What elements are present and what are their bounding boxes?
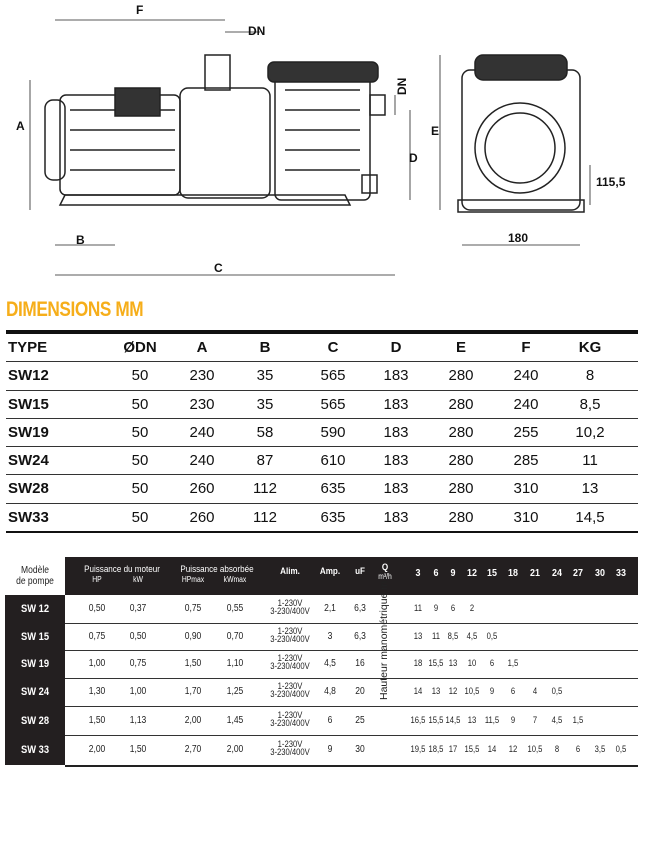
q-unit-header: m³/h xyxy=(378,572,392,581)
alim-cell: 3-230/400V xyxy=(270,717,310,728)
flow-header: 15 xyxy=(487,567,497,579)
head-cell: 11,5 xyxy=(484,714,500,725)
flow-header: 9 xyxy=(450,567,456,579)
cell: 240 xyxy=(513,395,539,413)
table-row xyxy=(6,362,638,390)
cell: 240 xyxy=(189,452,215,470)
cell: 13 xyxy=(581,480,599,498)
cell: 58 xyxy=(256,423,274,441)
kw-cell: 0,50 xyxy=(129,630,147,642)
cell: 280 xyxy=(448,508,474,526)
hp-cell: 2,00 xyxy=(88,744,106,755)
cell: 230 xyxy=(189,395,215,413)
amp-cell: 6 xyxy=(327,714,333,726)
cell: B xyxy=(259,339,271,356)
hpmax-cell: 0,75 xyxy=(184,603,202,614)
cell: 310 xyxy=(513,480,539,498)
alim-cell: 1-230V xyxy=(277,598,303,608)
label-width-front: 180 xyxy=(508,231,529,245)
uf-cell: 6,3 xyxy=(354,630,366,642)
label-dn-top: DN xyxy=(248,24,266,38)
table-row xyxy=(65,735,638,767)
cell: 50 xyxy=(131,508,149,526)
cell: 260 xyxy=(189,480,215,498)
amp-cell: 3 xyxy=(327,630,333,642)
cell: 183 xyxy=(383,452,409,470)
cell: SW33 xyxy=(8,508,49,526)
kw-header: kW xyxy=(133,575,143,584)
cell: 183 xyxy=(383,508,409,526)
model-header: Modèle xyxy=(21,565,49,576)
cell: 50 xyxy=(131,367,149,385)
head-cell: 1,5 xyxy=(507,658,519,668)
kwmax-cell: 1,45 xyxy=(226,714,244,726)
cell: 35 xyxy=(256,367,274,385)
head-cell: 8 xyxy=(554,744,560,754)
amp-cell: 4,5 xyxy=(324,658,336,669)
kwmax-cell: 0,70 xyxy=(226,630,244,642)
alim-cell: 3-230/400V xyxy=(270,633,310,644)
kw-cell: 1,00 xyxy=(129,686,147,697)
head-cell: 11 xyxy=(432,630,440,641)
head-cell: 15,5 xyxy=(428,658,444,668)
head-cell: 15,5 xyxy=(428,714,444,725)
alim-cell: 1-230V xyxy=(277,739,303,749)
head-cell: 9 xyxy=(489,686,495,696)
uf-header: uF xyxy=(355,566,365,577)
kw-cell: 1,50 xyxy=(129,744,147,755)
alim-cell: 3-230/400V xyxy=(270,747,310,757)
hpmax-cell: 2,70 xyxy=(184,744,202,755)
cell: 50 xyxy=(131,395,149,413)
cell: 8 xyxy=(585,367,595,385)
amp-cell: 4,8 xyxy=(324,686,336,697)
head-cell: 17 xyxy=(448,744,458,754)
uf-cell: 30 xyxy=(355,744,365,755)
alim-cell: 3-230/400V xyxy=(270,689,310,699)
cell: TYPE xyxy=(8,339,48,356)
head-cell: 12 xyxy=(508,744,518,754)
dimensions-table xyxy=(6,330,638,533)
flow-header: 27 xyxy=(573,567,583,579)
cell: KG xyxy=(578,339,602,356)
cell: 635 xyxy=(320,480,346,498)
head-cell: 13 xyxy=(413,630,423,641)
head-cell: 0,5 xyxy=(486,630,498,641)
cell: A xyxy=(196,339,208,356)
cell: 183 xyxy=(383,423,409,441)
cell: 87 xyxy=(256,452,274,470)
model-cell: SW 12 xyxy=(20,603,50,615)
head-cell: 11 xyxy=(414,603,422,613)
head-cell: 13 xyxy=(467,714,477,725)
pump-dimension-drawing xyxy=(0,0,645,290)
motor-power-header: Puissance du moteur xyxy=(84,564,160,575)
cell: 255 xyxy=(513,423,539,441)
flow-header: 30 xyxy=(595,567,605,579)
alim-cell: 1-230V xyxy=(277,709,303,720)
cell: 590 xyxy=(320,423,346,441)
head-cell: 8,5 xyxy=(447,630,459,641)
cell: 310 xyxy=(513,508,539,526)
table-row xyxy=(65,623,638,651)
head-cell: 10,5 xyxy=(527,744,543,754)
alim-cell: 3-230/400V xyxy=(270,606,310,616)
head-cell: 0,5 xyxy=(615,744,627,754)
kw-cell: 0,37 xyxy=(129,603,147,614)
cell: 8,5 xyxy=(579,395,601,413)
cell: 240 xyxy=(189,423,215,441)
cell: 183 xyxy=(383,367,409,385)
cell: 14,5 xyxy=(575,508,605,526)
flow-header: 24 xyxy=(552,567,562,579)
hp-cell: 0,75 xyxy=(88,630,106,642)
cell: 240 xyxy=(513,367,539,385)
label-a: A xyxy=(16,119,25,133)
alim-cell: 1-230V xyxy=(277,681,303,691)
hp-cell: 1,30 xyxy=(88,686,106,697)
label-d: D xyxy=(409,151,418,165)
kwmax-cell: 0,55 xyxy=(226,603,244,614)
head-cell: 18 xyxy=(413,658,423,668)
table-row xyxy=(6,504,638,533)
cell: 565 xyxy=(320,395,346,413)
alim-cell: 1-230V xyxy=(277,653,303,663)
cell: E xyxy=(455,339,467,356)
cell: 280 xyxy=(448,423,474,441)
amp-cell: 2,1 xyxy=(324,603,336,614)
head-cell: 14 xyxy=(487,744,497,754)
table-row xyxy=(6,419,638,447)
cell: 35 xyxy=(256,395,274,413)
head-cell: 2 xyxy=(469,603,475,613)
cell: 565 xyxy=(320,367,346,385)
cell: 183 xyxy=(383,480,409,498)
cell: 610 xyxy=(320,452,346,470)
flow-header: 18 xyxy=(508,567,518,579)
hp-cell: 0,50 xyxy=(88,603,106,614)
header-row xyxy=(6,334,638,362)
cell: 11 xyxy=(582,452,598,470)
cell: 10,2 xyxy=(575,423,605,441)
head-cell: 15,5 xyxy=(464,744,480,754)
cell: SW28 xyxy=(8,480,49,498)
model-cell: SW 24 xyxy=(20,686,50,698)
label-c: C xyxy=(214,261,223,275)
model-column-band xyxy=(5,595,65,765)
kw-cell: 1,13 xyxy=(129,714,147,726)
section-title: DIMENSIONS MM xyxy=(6,298,144,321)
head-cell: 10 xyxy=(467,658,477,668)
performance-table xyxy=(5,557,638,765)
uf-cell: 25 xyxy=(355,714,365,726)
hpmax-cell: 1,50 xyxy=(184,658,202,669)
pump-side-view xyxy=(45,55,385,205)
alim-cell: 3-230/400V xyxy=(270,661,310,671)
hp-header: HP xyxy=(92,575,102,584)
head-cell: 7 xyxy=(532,714,538,725)
cell: SW12 xyxy=(8,367,49,385)
alim-cell: 1-230V xyxy=(277,625,303,636)
cell: C xyxy=(327,339,339,356)
flow-header: 3 xyxy=(415,567,421,579)
table-row xyxy=(65,650,638,679)
table-row xyxy=(6,475,638,503)
head-cell: 6 xyxy=(450,603,456,613)
head-cell: 9 xyxy=(433,603,439,613)
cell: 50 xyxy=(131,423,149,441)
head-cell: 4,5 xyxy=(551,714,563,725)
head-cell: 6 xyxy=(510,686,516,696)
table-row xyxy=(6,391,638,419)
head-cell: 12 xyxy=(448,686,458,696)
cell: SW24 xyxy=(8,452,49,470)
label-dn-side: DN xyxy=(395,77,409,95)
cell: 50 xyxy=(131,452,149,470)
amp-cell: 9 xyxy=(327,744,333,755)
cell: 112 xyxy=(253,508,277,526)
flow-header: 12 xyxy=(467,567,477,579)
model-cell: SW 15 xyxy=(20,630,50,643)
label-e: E xyxy=(431,124,440,138)
cell: 230 xyxy=(189,367,215,385)
head-cell: 13 xyxy=(448,658,458,668)
model-cell: SW 28 xyxy=(20,714,50,727)
head-cell: 6 xyxy=(575,744,581,754)
uf-cell: 6,3 xyxy=(354,603,366,614)
model-cell: SW 33 xyxy=(20,744,50,756)
head-cell: 13 xyxy=(431,686,441,696)
hpmax-header: HPmax xyxy=(181,575,205,584)
head-cell: 14,5 xyxy=(445,714,461,725)
head-cell: 3,5 xyxy=(594,744,606,754)
kwmax-cell: 1,10 xyxy=(226,658,244,669)
head-cell: 6 xyxy=(489,658,495,668)
hp-cell: 1,00 xyxy=(88,658,106,669)
cell: 280 xyxy=(448,367,474,385)
head-cell: 16,5 xyxy=(410,714,426,725)
flow-header: 33 xyxy=(616,567,626,579)
amp-header: Amp. xyxy=(319,566,341,577)
cell: 635 xyxy=(320,508,346,526)
head-axis-label: Hauteur manométrique m. xyxy=(378,578,390,700)
hpmax-cell: 2,00 xyxy=(184,714,202,726)
cell: 280 xyxy=(448,452,474,470)
model-cell: SW 19 xyxy=(20,658,50,670)
kwmax-cell: 2,00 xyxy=(226,744,244,755)
q-header: Q xyxy=(381,562,389,573)
kw-cell: 0,75 xyxy=(129,658,147,669)
pump-front-view xyxy=(458,55,584,212)
head-cell: 4 xyxy=(532,686,538,696)
cell: 50 xyxy=(131,480,149,498)
table-row xyxy=(65,595,638,624)
head-cell: 0,5 xyxy=(551,686,563,696)
head-cell: 19,5 xyxy=(410,744,426,754)
cell: F xyxy=(521,339,531,356)
cell: 260 xyxy=(189,508,215,526)
uf-cell: 16 xyxy=(355,658,365,669)
hpmax-cell: 0,90 xyxy=(184,630,202,642)
head-cell: 9 xyxy=(510,714,516,725)
head-cell: 1,5 xyxy=(572,714,584,725)
head-cell: 14 xyxy=(413,686,423,696)
alim-header: Alim. xyxy=(280,566,300,577)
cell: D xyxy=(390,339,402,356)
cell: SW19 xyxy=(8,423,49,441)
flow-header: 21 xyxy=(530,567,540,579)
head-cell: 4,5 xyxy=(466,630,478,641)
hp-cell: 1,50 xyxy=(88,714,106,726)
kwmax-cell: 1,25 xyxy=(226,686,244,697)
cell: 112 xyxy=(253,480,277,498)
cell: 280 xyxy=(448,395,474,413)
cell: SW15 xyxy=(8,395,49,413)
cell: 285 xyxy=(513,452,539,470)
head-cell: 18,5 xyxy=(428,744,444,754)
cell: 183 xyxy=(383,395,409,413)
table-row xyxy=(6,447,638,475)
cell: 280 xyxy=(448,480,474,498)
hpmax-cell: 1,70 xyxy=(184,686,202,697)
cell: ØDN xyxy=(123,339,157,356)
label-b: B xyxy=(76,233,85,247)
flow-header: 6 xyxy=(433,567,439,579)
head-cell: 10,5 xyxy=(464,686,480,696)
label-f: F xyxy=(136,3,144,17)
label-height-front: 115,5 xyxy=(596,175,626,189)
kwmax-header: kWmax xyxy=(223,575,247,584)
model-header: de pompe xyxy=(16,576,54,587)
uf-cell: 20 xyxy=(355,686,365,697)
absorbed-power-header: Puissance absorbée xyxy=(180,564,254,575)
